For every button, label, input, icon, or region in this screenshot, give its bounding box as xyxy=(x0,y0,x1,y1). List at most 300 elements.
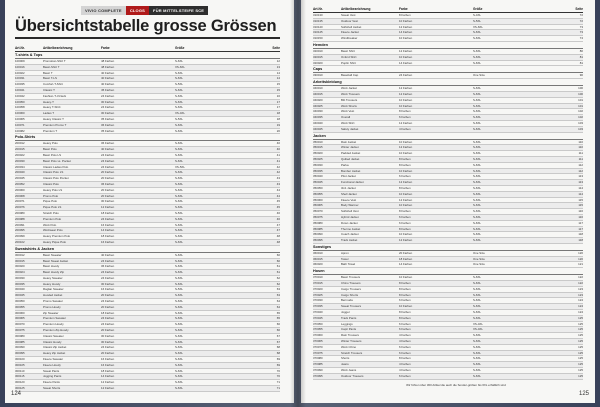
article-page: 48 xyxy=(276,234,280,239)
article-page: 100 xyxy=(578,86,583,91)
article-name: Basic Polo xyxy=(43,147,57,152)
article-colors: 24 Farben xyxy=(101,105,115,110)
article-page: 67 xyxy=(276,339,280,344)
article-name: Promo Sweater xyxy=(43,299,63,304)
article-name: Winter Jacket xyxy=(341,145,359,150)
article-sizes: S-6XL xyxy=(175,339,184,344)
article-number: 200080 xyxy=(15,210,25,215)
article-number: 320020 xyxy=(313,60,323,65)
article-number: 200060 xyxy=(15,187,25,192)
article-sizes: S-6XL xyxy=(473,238,482,243)
article-colors: 8 Farben xyxy=(399,185,411,190)
article-name: Fashion-T-V-Neck xyxy=(43,93,67,98)
page-number-left: 124 xyxy=(11,391,22,397)
size-table-right xyxy=(313,6,583,380)
article-number: 200071 xyxy=(15,199,25,204)
article-number: 300050 xyxy=(15,299,25,304)
page-number-right: 125 xyxy=(578,391,589,397)
article-colors: 12 Farben xyxy=(399,180,413,185)
article-page: 43 xyxy=(276,181,280,186)
table-header xyxy=(15,45,280,52)
article-page: 114 xyxy=(578,191,583,196)
article-colors: 10 Farben xyxy=(399,304,413,309)
article-number: 350075 xyxy=(313,214,323,219)
article-name: Rain Trousers xyxy=(341,333,359,338)
article-page: 70 xyxy=(276,368,280,373)
article-name: Rain Jacket xyxy=(341,139,357,144)
article-page: 72 xyxy=(579,13,583,17)
article-colors: 36 Farben xyxy=(101,141,115,146)
article-sizes: S-6XL xyxy=(175,216,184,221)
article-page: 81 xyxy=(579,60,583,65)
article-number: 350080 xyxy=(313,220,323,225)
article-number: 340035 xyxy=(313,115,323,120)
article-name: Pique Polo xyxy=(43,199,57,204)
article-number: 370065 xyxy=(313,339,323,344)
article-name: Work Shirt xyxy=(341,120,355,125)
article-name: Quilted Jacket xyxy=(341,156,360,161)
article-name: Basic Sweater xyxy=(43,252,62,257)
article-name: Work Vest xyxy=(341,109,355,114)
article-page: 65 xyxy=(276,316,280,321)
article-page: 101 xyxy=(578,103,583,108)
article-colors: 10 Farben xyxy=(399,151,413,156)
article-sizes: S-6XL xyxy=(473,48,482,53)
article-name: Classic Polo xyxy=(43,181,59,186)
article-number: 350035 xyxy=(313,168,323,173)
article-page: 125 xyxy=(578,333,583,338)
article-page: 115 xyxy=(578,197,583,202)
article-colors: 8 Farben xyxy=(399,109,411,114)
article-name: Safety Jacket xyxy=(341,126,359,131)
article-colors: 16 Farben xyxy=(101,362,115,367)
article-colors: 24 Farben xyxy=(101,270,115,275)
article-number: 300080 xyxy=(15,333,25,338)
article-colors: 24 Farben xyxy=(101,316,115,321)
article-sizes: S-6XL xyxy=(175,328,184,333)
article-colors: 12 Farben xyxy=(399,145,413,150)
article-name: Promotion-Shirt T xyxy=(43,59,66,63)
article-name: Fleece Hoody xyxy=(43,362,61,367)
article-sizes: XS-4XL xyxy=(473,321,483,326)
article-name: Track Jacket xyxy=(341,238,358,243)
article-colors: 30 Farben xyxy=(101,333,115,338)
article-sizes: S-6XL xyxy=(473,145,482,150)
article-sizes: S-6XL xyxy=(473,203,482,208)
article-number: 370085 xyxy=(313,362,323,367)
article-colors: 6 Farben xyxy=(399,373,411,378)
article-number: 100058 xyxy=(15,105,25,110)
article-name: Down Jacket xyxy=(341,220,358,225)
article-name: Workwear Polo xyxy=(43,228,63,233)
article-number: 100031 xyxy=(15,76,25,81)
article-number: 200052 xyxy=(15,181,25,186)
article-colors: 18 Farben xyxy=(101,368,115,373)
article-number: 300045 xyxy=(15,293,25,298)
article-name: Thermo Jacket xyxy=(341,226,361,231)
article-name: Raglan Sweater xyxy=(43,287,64,292)
article-page: 66 xyxy=(276,322,280,327)
article-sizes: S-6XL xyxy=(473,162,482,167)
article-page: 46 xyxy=(276,216,280,221)
article-page: 72 xyxy=(579,18,583,23)
article-number: 340040 xyxy=(313,120,323,125)
article-name: Classic Zip Jacket xyxy=(43,345,67,350)
article-page: 66 xyxy=(276,328,280,333)
article-sizes: S-6XL xyxy=(175,158,184,163)
article-number: 300020 xyxy=(15,264,25,269)
article-sizes: S-6XL xyxy=(473,191,482,196)
section-label: Sweatshirts & Jacken xyxy=(15,246,55,251)
article-number: 100035 xyxy=(15,82,25,87)
article-number: 300012 xyxy=(15,252,25,257)
article-sizes: S-5XL xyxy=(175,287,184,292)
article-page: 100 xyxy=(578,91,583,96)
article-colors: 20 Farben xyxy=(101,351,115,356)
article-page: 122 xyxy=(578,281,583,286)
article-colors: 45 Farben xyxy=(101,87,115,92)
article-colors: 20 Farben xyxy=(101,176,115,181)
article-colors: 24 Farben xyxy=(101,93,115,98)
article-number: 100071 xyxy=(15,122,25,127)
article-page: 81 xyxy=(579,54,583,59)
article-name: Premium T xyxy=(43,128,58,133)
article-name: Premium Zip Hoody xyxy=(43,328,69,333)
article-page: 118 xyxy=(578,238,583,243)
article-colors: 6 Farben xyxy=(399,298,411,303)
article-name: Comfort-T-Shirt xyxy=(43,82,63,87)
article-number: 200040 xyxy=(15,170,25,175)
col-header-color: Farbe xyxy=(399,7,408,11)
article-colors: 8 Farben xyxy=(399,209,411,214)
article-page: 41 xyxy=(276,152,280,157)
article-number: 200095 xyxy=(15,228,25,233)
article-number: 300015 xyxy=(15,258,25,263)
article-name: Chino Trousers xyxy=(341,281,361,286)
article-number: 340030 xyxy=(313,109,323,114)
article-sizes: S-6XL xyxy=(175,264,184,269)
article-colors: 8 Farben xyxy=(399,286,411,291)
article-colors: 14 Farben xyxy=(399,60,413,65)
article-name: Poplin Shirt xyxy=(341,60,356,65)
article-number: 350060 xyxy=(313,197,323,202)
article-colors: 12 Farben xyxy=(399,120,413,125)
article-number: 200022 xyxy=(15,152,25,157)
section-header xyxy=(313,66,583,73)
article-colors: 24 Farben xyxy=(399,73,413,78)
article-name: Premium Promo T xyxy=(43,122,67,127)
article-page: 45 xyxy=(276,199,280,204)
article-sizes: S-6XL xyxy=(175,386,184,391)
article-colors: 30 Farben xyxy=(101,281,115,286)
article-sizes: S-6XL xyxy=(175,351,184,356)
tab-mittelsteife[interactable]: FÜR MITTELSTEIFE SCE xyxy=(149,6,208,15)
article-colors: 16 Farben xyxy=(101,287,115,292)
article-page: 17 xyxy=(276,105,280,110)
article-colors: 24 Farben xyxy=(101,258,115,263)
article-colors: 40 Farben xyxy=(101,76,115,81)
article-colors: 6 Farben xyxy=(399,174,411,179)
article-sizes: S-6XL xyxy=(473,60,482,65)
tab-vivio-complete[interactable]: VIVIO COMPLETE xyxy=(81,6,126,15)
article-number: 100050 xyxy=(15,99,25,104)
article-page: 61 xyxy=(276,270,280,275)
article-colors: 40 Farben xyxy=(101,252,115,257)
article-page: 111 xyxy=(578,156,583,161)
article-number: 350065 xyxy=(313,203,323,208)
article-page: 12 xyxy=(276,59,280,63)
article-sizes: S-6XL xyxy=(473,232,482,237)
article-colors: 6 Farben xyxy=(399,220,411,225)
article-colors: 12 Farben xyxy=(101,386,115,391)
article-number: 300024 xyxy=(15,270,25,275)
article-number: 350030 xyxy=(313,162,323,167)
section-header xyxy=(313,244,583,251)
section-tabs xyxy=(81,6,208,15)
article-number: 350070 xyxy=(313,209,323,214)
article-colors: 12 Farben xyxy=(399,48,413,53)
article-name: Heavy Pique Polo xyxy=(43,239,66,244)
article-page: 13 xyxy=(276,64,280,69)
article-number: 370070 xyxy=(313,344,323,349)
table-row[interactable] xyxy=(15,386,280,392)
section-label: Hosen xyxy=(313,269,325,274)
article-colors: 10 Farben xyxy=(399,36,413,41)
article-name: Classic Polo Pocket xyxy=(43,176,69,181)
article-number: 370075 xyxy=(313,350,323,355)
table-row[interactable] xyxy=(313,374,583,380)
article-colors: 10 Farben xyxy=(399,203,413,208)
article-name: Leggings xyxy=(341,321,353,326)
title-rule xyxy=(15,37,280,39)
article-sizes: S-6XL xyxy=(175,99,184,104)
article-colors: 30 Farben xyxy=(101,111,115,116)
article-page: 125 xyxy=(578,373,583,378)
article-number: 370090 xyxy=(313,368,323,373)
article-number: 350020 xyxy=(313,151,323,156)
article-sizes: S-5XL xyxy=(175,210,184,215)
article-colors: 48 Farben xyxy=(101,64,115,69)
article-page: 63 xyxy=(276,293,280,298)
tab-clogs[interactable]: CLOGS xyxy=(126,6,149,15)
article-name: Basic Hoody Zip xyxy=(43,270,65,275)
article-sizes: S-6XL xyxy=(473,310,482,315)
article-colors: 14 Farben xyxy=(399,262,413,267)
article-number: 360020 xyxy=(313,262,323,267)
article-name: Outdoor Vest xyxy=(341,18,358,23)
article-number: 200012 xyxy=(15,141,25,146)
article-sizes: S-6XL xyxy=(473,156,482,161)
article-page: 123 xyxy=(578,286,583,291)
col-header-color: Farbe xyxy=(101,46,110,50)
article-colors: 6 Farben xyxy=(399,350,411,355)
article-name: Classic Hoody xyxy=(43,339,62,344)
article-number: 310135 xyxy=(313,18,323,23)
article-number: 100042 xyxy=(15,93,25,98)
article-number: 370060 xyxy=(313,333,323,338)
article-page: 124 xyxy=(578,298,583,303)
article-sizes: S-6XL xyxy=(473,368,482,373)
article-page: 103 xyxy=(578,120,583,125)
article-sizes: S-6XL xyxy=(175,357,184,362)
article-number: 310150 xyxy=(313,36,323,41)
page-title: Übersichtstabelle grosse Grössen xyxy=(15,17,277,35)
article-name: Basic Polo LS xyxy=(43,152,61,157)
article-colors: 24 Farben xyxy=(101,158,115,163)
article-sizes: S-6XL xyxy=(175,59,184,63)
article-sizes: S-6XL xyxy=(175,316,184,321)
article-sizes: XS-6XL xyxy=(473,24,483,29)
article-sizes: S-6XL xyxy=(175,374,184,379)
article-number: 300120 xyxy=(15,380,25,385)
article-name: Zip Sweater xyxy=(43,310,59,315)
article-page: 71 xyxy=(276,386,280,391)
section-label: Sonstiges xyxy=(313,244,332,249)
article-colors: 10 Farben xyxy=(399,275,413,280)
article-name: Coach Jacket xyxy=(341,232,359,237)
article-page: 116 xyxy=(578,214,583,219)
article-page: 64 xyxy=(276,299,280,304)
article-page: 14 xyxy=(276,76,280,81)
col-header-size: Größe xyxy=(473,7,483,11)
article-sizes: S-6XL xyxy=(175,70,184,75)
article-colors: 18 Farben xyxy=(101,234,115,239)
article-colors: 36 Farben xyxy=(101,181,115,186)
article-number: 100041 xyxy=(15,87,25,92)
article-colors: 40 Farben xyxy=(101,147,115,152)
article-page: 42 xyxy=(276,170,280,175)
article-sizes: S-6XL xyxy=(473,362,482,367)
article-page: 64 xyxy=(276,304,280,309)
footnote: Wir führen über 300 Artikel die auch die Sonder-größen bis 6XL erhältlich sind xyxy=(406,383,506,387)
article-sizes: S-6XL xyxy=(175,275,184,280)
article-sizes: S-6XL xyxy=(175,141,184,146)
article-sizes: S-6XL xyxy=(473,197,482,202)
article-page: 74 xyxy=(579,36,583,41)
section-label: Jacken xyxy=(313,133,326,138)
article-number: 370095 xyxy=(313,373,323,378)
col-header-page: Seite xyxy=(575,7,583,11)
article-number: 370030 xyxy=(313,298,323,303)
article-number: 320015 xyxy=(313,54,323,59)
article-sizes: S-6XL xyxy=(473,115,482,120)
article-sizes: S-6XL xyxy=(473,36,482,41)
article-colors: 18 Farben xyxy=(101,210,115,215)
article-name: Fleece Sweater xyxy=(43,357,64,362)
article-sizes: S-6XL xyxy=(175,147,184,152)
article-name: Classic Sweater xyxy=(43,333,64,338)
article-page: 124 xyxy=(578,310,583,315)
article-name: Shell Jacket xyxy=(341,191,357,196)
article-name: Work Shorts xyxy=(341,103,357,108)
article-name: Bib Trousers xyxy=(341,97,358,102)
article-colors: 8 Farben xyxy=(399,281,411,286)
section-label: Polo-Shirts xyxy=(15,135,36,140)
article-page: 40 xyxy=(276,141,280,146)
article-page: 14 xyxy=(276,70,280,75)
article-colors: 30 Farben xyxy=(101,199,115,204)
article-sizes: S-6XL xyxy=(473,298,482,303)
article-name: Shorts xyxy=(341,356,350,361)
article-colors: 12 Farben xyxy=(399,91,413,96)
article-page: 124 xyxy=(578,304,583,309)
article-sizes: S-6XL xyxy=(175,293,184,298)
article-page: 125 xyxy=(578,321,583,326)
article-sizes: S-6XL xyxy=(473,339,482,344)
article-sizes: S-6XL xyxy=(175,368,184,373)
article-page: 62 xyxy=(276,281,280,286)
article-sizes: S-6XL xyxy=(175,122,184,127)
table-header xyxy=(313,6,583,13)
article-page: 112 xyxy=(578,162,583,167)
article-name: Functional Jacket xyxy=(341,180,364,185)
article-colors: 12 Farben xyxy=(399,24,413,29)
article-sizes: S-6XL xyxy=(473,86,482,91)
article-colors: 10 Farben xyxy=(399,54,413,59)
article-page: 125 xyxy=(578,362,583,367)
article-sizes: S-6XL xyxy=(473,103,482,108)
article-name: Oxford Shirt xyxy=(341,54,357,59)
article-colors: 8 Farben xyxy=(399,310,411,315)
article-name: Track Pants xyxy=(341,315,357,320)
article-colors: 36 Farben xyxy=(101,122,115,127)
article-sizes: S-5XL xyxy=(473,18,482,23)
article-sizes: XS-6XL xyxy=(175,64,185,69)
article-colors: 18 Farben xyxy=(101,310,115,315)
article-colors: 18 Farben xyxy=(399,256,413,261)
article-name: Jogging Pants xyxy=(43,374,62,379)
article-page: 125 xyxy=(578,356,583,361)
article-name: Softshell Jacket xyxy=(341,24,362,29)
article-page: 125 xyxy=(578,350,583,355)
article-name: Ladies T xyxy=(43,111,55,116)
article-number: 100016 xyxy=(15,64,25,69)
article-sizes: S-6XL xyxy=(473,356,482,361)
article-name: Work Polo xyxy=(43,222,57,227)
article-page: 15 xyxy=(276,87,280,92)
article-colors: 4 Farben xyxy=(399,362,411,367)
article-page: 65 xyxy=(276,310,280,315)
article-number: 320010 xyxy=(313,48,323,53)
article-number: 300065 xyxy=(15,316,25,321)
article-page: 121 xyxy=(578,262,583,267)
article-page: 41 xyxy=(276,158,280,163)
article-name: Sweat Shorts xyxy=(43,386,61,391)
article-page: 125 xyxy=(578,339,583,344)
article-sizes: S-6XL xyxy=(473,373,482,378)
article-sizes: S-6XL xyxy=(175,281,184,286)
article-number: 370080 xyxy=(313,356,323,361)
article-page: 20 xyxy=(276,128,280,133)
article-name: Softshell Vest xyxy=(341,209,359,214)
section-label: Hemden xyxy=(313,42,328,47)
article-number: 100022 xyxy=(15,70,25,75)
article-name: Heavy T-Shirt xyxy=(43,105,61,110)
article-number: 200076 xyxy=(15,205,25,210)
article-page: 123 xyxy=(578,292,583,297)
article-sizes: XS-4XL xyxy=(175,111,185,116)
article-page: 115 xyxy=(578,203,583,208)
size-table-left xyxy=(15,45,280,392)
article-number: 350085 xyxy=(313,226,323,231)
article-number: 370040 xyxy=(313,310,323,315)
article-name: Hooded Jacket xyxy=(43,293,63,298)
article-colors: 40 Farben xyxy=(101,82,115,87)
article-sizes: S-6XL xyxy=(473,281,482,286)
article-number: 300095 xyxy=(15,351,25,356)
article-name: Premium Polo xyxy=(43,216,62,221)
article-number: 370010 xyxy=(313,275,323,280)
